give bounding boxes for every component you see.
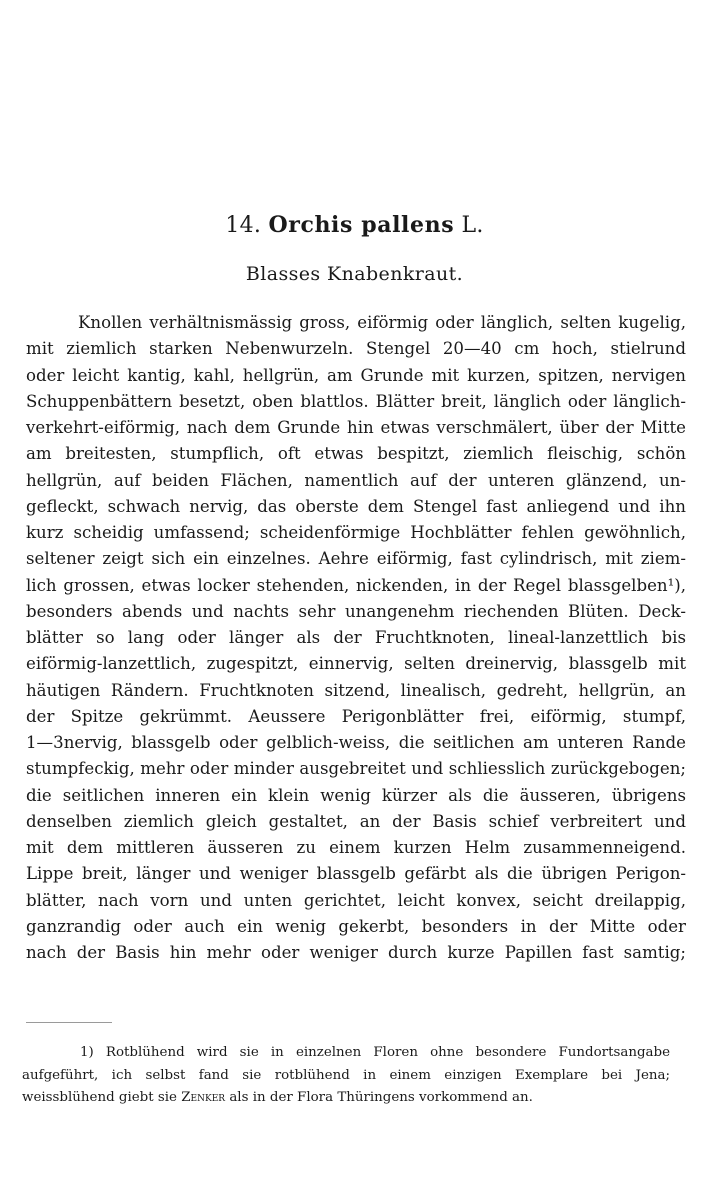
- description-text: [26, 310, 686, 966]
- body-line: seltener zeigt sich ein einzelnes. Aehre eiförmig, fast cylindrisch, mit ziem-: [26, 549, 686, 569]
- body-line: ganzrandig oder auch ein wenig gekerbt, besonders in der Mitte oder: [26, 916, 686, 936]
- footnote: [22, 1042, 670, 1110]
- body-line: oder leicht kantig, kahl, hellgrün, am Grunde mit kurzen, spitzen, nervigen: [26, 365, 686, 385]
- species-number: 14.: [225, 213, 262, 238]
- body-line: blätter, nach vorn und unten gerichtet, leicht konvex, seicht dreilappig,: [26, 890, 686, 910]
- footnote-text: weissblühend giebt sie: [22, 1090, 177, 1105]
- body-line: eiförmig-lanzettlich, zugespitzt, einnervig, selten dreinervig, blassgelb mit: [26, 654, 686, 674]
- body-line: Schuppenbättern besetzt, oben blattlos. Blätter breit, länglich oder länglich-: [26, 391, 686, 411]
- body-line: gefleckt, schwach nervig, das oberste dem Stengel fast anliegend und ihn: [26, 496, 686, 516]
- common-name: Blasses Knabenkraut.: [245, 263, 464, 285]
- body-line: nach der Basis hin mehr oder weniger durch kurze Papillen fast samtig;: [26, 943, 686, 962]
- body-line: Lippe breit, länger und weniger blassgelb gefärbt als die übrigen Perigon-: [26, 864, 686, 884]
- body-line: verkehrt-eiförmig, nach dem Grunde hin etwas verschmälert, über der Mitte: [26, 418, 686, 437]
- species-author: L.: [461, 213, 484, 238]
- body-line: am breitesten, stumpflich, oft etwas bespitzt, ziemlich fleischig, schön: [26, 444, 686, 464]
- species-heading: [0, 212, 709, 238]
- footnote-line: 1) Rotblühend wird sie in einzelnen Floren ohne besondere Fundortsangabe: [80, 1045, 670, 1060]
- footnote-line: aufgeführt, ich selbst fand sie rotblühend in einem einzigen Exemplare bei Jena;: [22, 1067, 670, 1083]
- body-line: häutigen Rändern. Fruchtknoten sitzend, linealisch, gedreht, hellgrün, an: [26, 680, 686, 700]
- body-line: der Spitze gekrümmt. Aeussere Perigonblätter frei, eiförmig, stumpf,: [26, 706, 686, 726]
- footnote-separator: [26, 1022, 112, 1023]
- body-line: stumpfeckig, mehr oder minder ausgebreitet und schliesslich zurückgebogen;: [26, 759, 686, 779]
- footnote-text: als in der Flora Thüringens vorkommend an.: [229, 1090, 533, 1105]
- body-line: denselben ziemlich gleich gestaltet, an der Basis schief verbreitert und: [26, 811, 686, 831]
- body-line: mit dem mittleren äusseren zu einem kurzen Helm zusammenneigend.: [26, 838, 686, 857]
- footnote-line: [22, 1087, 670, 1110]
- body-line: kurz scheidig umfassend; scheidenförmige Hochblätter fehlen gewöhnlich,: [26, 523, 686, 542]
- body-line: Knollen verhältnismässig gross, eiförmig oder länglich, selten kugelig,: [78, 313, 686, 332]
- body-line: 1—3nervig, blassgelb oder gelblich-weiss, die seitlichen am unteren Rande: [26, 733, 686, 752]
- body-line: mit ziemlich starken Nebenwurzeln. Stengel 20—40 cm hoch, stielrund: [26, 339, 686, 359]
- body-line: die seitlichen inneren ein klein wenig kürzer als die äusseren, übrigens: [26, 785, 686, 805]
- species-name: Orchis pallens: [268, 212, 455, 238]
- body-line: blätter so lang oder länger als der Fruchtknoten, lineal-lanzettlich bis: [26, 628, 686, 647]
- author-name: Zenker: [181, 1090, 226, 1105]
- body-line: hellgrün, auf beiden Flächen, namentlich auf der unteren glänzend, un-: [26, 470, 686, 490]
- body-line: besonders abends und nachts sehr unangenehm riechenden Blüten. Deck-: [26, 601, 686, 621]
- body-line: lich grossen, etwas locker stehenden, nickenden, in der Regel blassgelben¹),: [26, 575, 686, 595]
